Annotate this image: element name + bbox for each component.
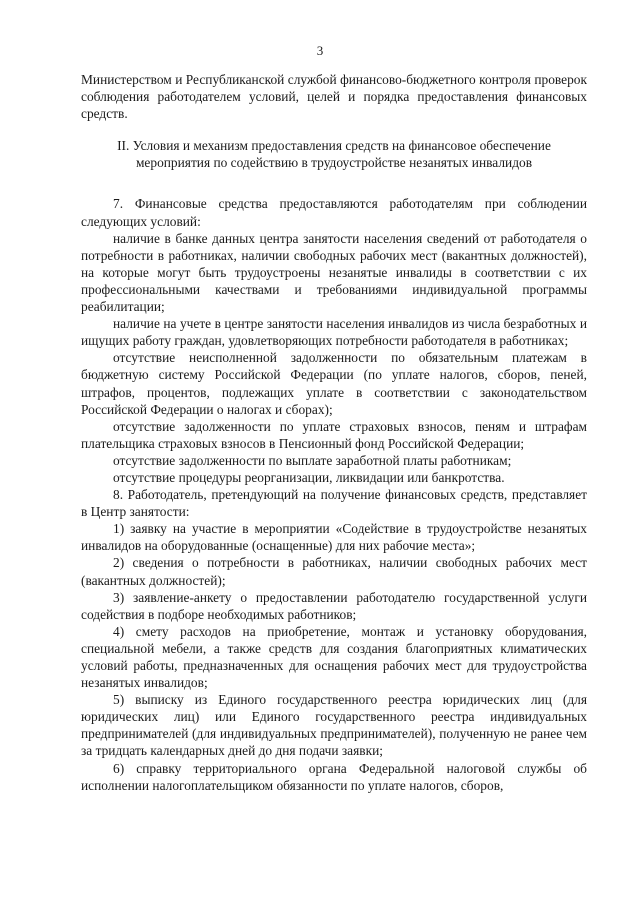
document-body	[81, 71, 587, 794]
section-title: II. Условия и механизм предоставления средств на финансовое обеспечение мероприятия по содействию в трудоустройстве незанятых инвалидов	[117, 138, 551, 171]
paragraph-continuation: Министерством и Республиканской службой финансово-бюджетного контроля проверок соблюдения работодателем условий, целей и порядка предоставления финансовых средств.	[81, 72, 587, 122]
page-number: 3	[316, 43, 324, 58]
clause-8: 8. Работодатель, претендующий на получение финансовых средств, представляет в Центр занятости:	[81, 487, 587, 520]
clause-7: 7. Финансовые средства предоставляются работодателям при соблюдении следующих условий:	[81, 196, 587, 229]
condition-1: наличие в банке данных центра занятости населения сведений от работодателя о потребности в работниках, наличии свободных рабочих мест (вакантных должностей), на которые могут быть трудоустроены незанятые инвалиды в соответствии с их профессиональными качествами и требованиями индивидуальной программы реабилитации;	[81, 230, 587, 315]
condition-6: отсутствие процедуры реорганизации, ликвидации или банкротства.	[113, 469, 505, 485]
section-heading	[95, 137, 573, 171]
document-item-2: 2) сведения о потребности в работниках, наличии свободных рабочих мест (вакантных должностей);	[81, 555, 587, 588]
document-item-6: 6) справку территориального органа Федеральной налоговой службы об исполнении налогоплательщиком обязанности по уплате налогов, сборов,	[81, 760, 587, 793]
document-item-3: 3) заявление-анкету о предоставлении работодателю государственной услуги содействия в подборе необходимых работников;	[81, 589, 587, 622]
document-item-5: 5) выписку из Единого государственного реестра юридических лиц (для юридических лиц) или Единого государственного реестра индивидуальных предпринимателей (для индивидуальных предпринимателей), полученную не ранее чем за тридцать календарных дней до дня подачи заявки;	[81, 692, 587, 759]
document-item-4: 4) смету расходов на приобретение, монтаж и установку оборудования, специальной мебели, а также средств для создания благоприятных климатических условий работы, предназначенных для оснащения рабочих мест для трудоустройства незанятых инвалидов;	[81, 623, 587, 691]
condition-4: отсутствие задолженности по уплате страховых взносов, пеням и штрафам плательщика страховых взносов в Пенсионный фонд Российской Федерации;	[81, 418, 587, 451]
condition-5: отсутствие задолженности по выплате заработной платы работникам;	[113, 452, 512, 468]
condition-2: наличие на учете в центре занятости населения инвалидов из числа безработных и ищущих работу граждан, удовлетворяющих потребности работодателя в работниках;	[81, 316, 587, 349]
condition-3: отсутствие неисполненной задолженности по обязательным платежам в бюджетную систему Российской Федерации (по уплате налогов, сборов, пеней, штрафов, процентов, подлежащих уплате в соответствии с законодательством Российской Федерации о налогах и сборах);	[81, 350, 587, 417]
document-item-1: 1) заявку на участие в мероприятии «Содействие в трудоустройстве незанятых инвалидов на оборудованные (оснащенные) для них рабочие места»;	[81, 521, 587, 554]
